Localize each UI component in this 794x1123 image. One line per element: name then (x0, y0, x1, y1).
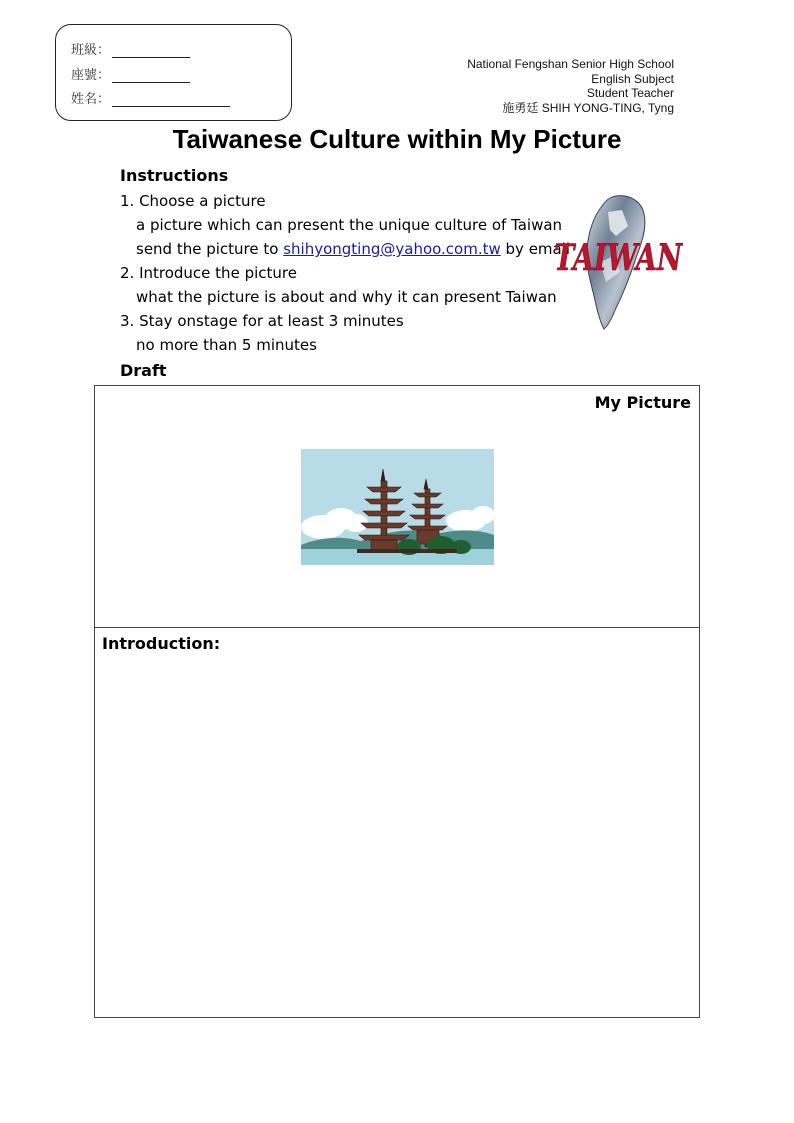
instruction-step-2-detail: what the picture is about and why it can present Taiwan (136, 288, 557, 306)
instruction-step-2: 2. Introduce the picture (120, 264, 297, 282)
my-picture-box[interactable] (94, 385, 700, 628)
send-prefix: send the picture to (136, 240, 284, 258)
class-field (71, 39, 190, 58)
subject-name: English Subject (591, 71, 674, 86)
instruction-step-3-detail: no more than 5 minutes (136, 336, 317, 354)
introduction-label: Introduction: (102, 634, 221, 653)
draft-heading: Draft (120, 361, 167, 380)
introduction-box[interactable] (94, 627, 700, 1018)
pagoda-picture (301, 449, 494, 565)
teacher-name: 施勇廷 SHIH YONG-TING, Tyng (502, 100, 674, 115)
school-name: National Fengshan Senior High School (467, 57, 674, 71)
email-link[interactable]: shihyongting@yahoo.com.tw (283, 240, 501, 258)
seat-label: 座號： (71, 68, 111, 83)
instruction-step-1-send (136, 240, 570, 258)
instruction-step-1: 1. Choose a picture (120, 192, 266, 210)
instruction-step-3: 3. Stay onstage for at least 3 minutes (120, 312, 404, 330)
my-picture-label: My Picture (594, 393, 691, 412)
instruction-step-1-detail: a picture which can present the unique culture of Taiwan (136, 216, 563, 234)
name-label: 姓名： (71, 92, 111, 107)
taiwan-graphic-text: TAIWAN (554, 237, 684, 279)
send-suffix: by email (500, 240, 571, 258)
instructions-heading: Instructions (120, 166, 229, 185)
student-info-box (55, 24, 292, 121)
seat-field (71, 64, 190, 83)
teacher-role: Student Teacher (586, 86, 674, 100)
seat-blank[interactable] (112, 70, 190, 83)
taiwan-map-graphic (550, 192, 686, 332)
name-field (71, 88, 230, 107)
name-blank[interactable] (112, 94, 230, 107)
header-info (467, 57, 674, 115)
class-label: 班級： (71, 43, 111, 58)
class-blank[interactable] (112, 45, 190, 58)
page-title: Taiwanese Culture within My Picture (172, 124, 622, 154)
